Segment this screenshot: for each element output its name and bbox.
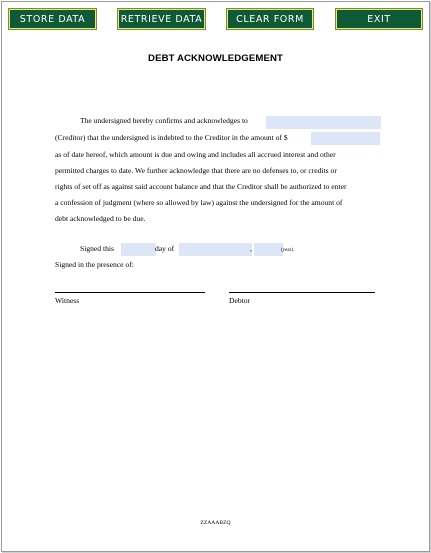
month-field[interactable]: [179, 243, 252, 256]
page-title: DEBT ACKNOWLEDGEMENT: [148, 53, 283, 64]
comma-label: ,: [250, 244, 252, 253]
day-of-label: day of: [155, 244, 175, 253]
witness-label: Witness: [55, 296, 80, 305]
toolbar: [0, 9, 431, 32]
retrieve-data-button[interactable]: RETRIEVE DATA: [118, 9, 205, 29]
debtor-signature-line: [229, 292, 375, 293]
witness-signature-line: [55, 292, 205, 293]
store-data-button[interactable]: STORE DATA: [9, 9, 96, 29]
paragraph-line-2: (Creditor) that the undersigned is indebted to the Creditor in the amount of $: [55, 133, 288, 142]
exit-button[interactable]: EXIT: [336, 9, 422, 29]
paragraph-line-6: a confession of judgment (where so allowed by law) against the undersigned for the amount of: [55, 198, 343, 207]
signed-this-label: Signed this: [80, 244, 114, 253]
amount-field[interactable]: [311, 132, 380, 145]
footer-code: ZZAAABZQ: [200, 520, 231, 526]
clear-form-button[interactable]: CLEAR FORM: [227, 9, 313, 29]
day-field[interactable]: [121, 243, 156, 256]
year-field[interactable]: [254, 243, 283, 256]
creditor-name-field[interactable]: [266, 116, 381, 129]
year-label: (year).: [281, 248, 295, 253]
paragraph-line-7: debt acknowledged to be due.: [55, 214, 146, 223]
debtor-label: Debtor: [229, 296, 251, 305]
document-page: [1, 1, 430, 552]
presence-label: Signed in the presence of:: [55, 260, 134, 269]
paragraph-line-5: rights of set off as against said account balance and that the Creditor shall be authorized to enter: [55, 182, 347, 191]
paragraph-line-3: as of date hereof, which amount is due and owing and includes all accrued interest and other: [55, 150, 336, 159]
paragraph-line-1: The undersigned hereby confirms and acknowledges to: [80, 116, 248, 125]
paragraph-line-4: permitted charges to date. We further acknowledge that there are no defenses to, or credits or: [55, 166, 337, 175]
